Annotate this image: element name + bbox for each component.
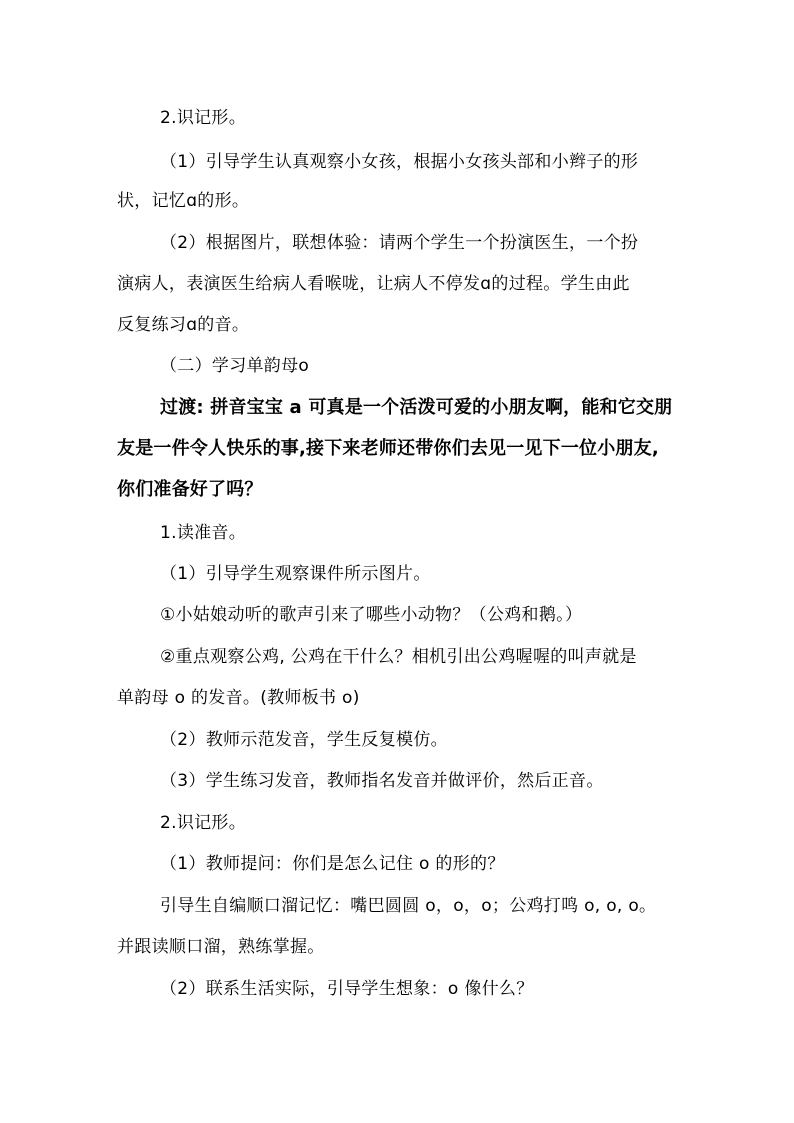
paragraph-line: 引导生自编顺口溜记忆：嘴巴圆圆 o，o，o；公鸡打鸣 o, o, o。 — [160, 896, 657, 916]
paragraph-line: ①小姑娘动听的歌声引来了哪些小动物？（公鸡和鹅。） — [160, 605, 583, 625]
paragraph-line: （3）学生练习发音，教师指名发音并做评价，然后正音。 — [160, 771, 604, 791]
paragraph-line: 并跟读顺口溜，熟练掌握。 — [117, 937, 325, 957]
transition-paragraph-line: 友是一件令人快乐的事,接下来老师还带你们去见一见下一位小朋友, — [117, 438, 659, 459]
paragraph-line: ②重点观察公鸡, 公鸡在干什么？相机引出公鸡喔喔的叫声就是 — [160, 647, 637, 667]
paragraph-line: 反复练习ɑ的音。 — [117, 315, 250, 335]
paragraph-line: 演病人，表演医生给病人看喉咙，让病人不停发ɑ的过程。学生由此 — [117, 274, 630, 294]
section-heading: （二）学习单韵母o — [160, 356, 310, 376]
heading-identify-shape: 2.识记形。 — [160, 813, 247, 833]
paragraph-line: 单韵母 o 的发音。(教师板书 o) — [117, 688, 360, 708]
paragraph-line: （2）联系生活实际，引导学生想象：o 像什么？ — [160, 979, 534, 999]
transition-paragraph-line: 你们准备好了吗？ — [117, 479, 263, 500]
paragraph-line: （2）根据图片，联想体验：请两个学生一个扮演医生，一个扮 — [160, 233, 639, 253]
paragraph-line: （1）引导学生观察课件所示图片。 — [160, 564, 431, 584]
paragraph-line: （1）教师提问：你们是怎么记住 o 的形的？ — [160, 854, 505, 874]
paragraph-line: （1）引导学生认真观察小女孩，根据小女孩头部和小辫子的形 — [160, 152, 639, 172]
heading-identify-shape: 2.识记形。 — [160, 108, 247, 128]
heading-read-sound: 1.读准音。 — [160, 523, 247, 543]
transition-paragraph-line: 过渡: 拼音宝宝 a 可真是一个活泼可爱的小朋友啊，能和它交朋 — [160, 397, 673, 418]
paragraph-line: 状，记忆ɑ的形。 — [117, 191, 250, 211]
paragraph-line: （2）教师示范发音，学生反复模仿。 — [160, 730, 448, 750]
